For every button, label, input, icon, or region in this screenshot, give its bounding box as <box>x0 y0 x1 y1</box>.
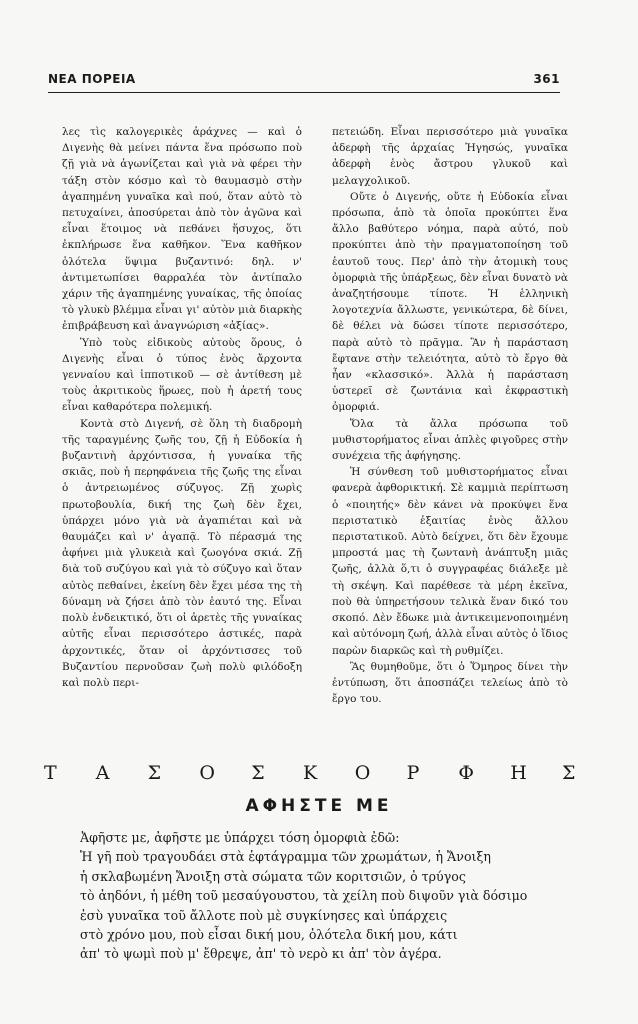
paragraph: Ὑπὸ τοὺς εἰδικοὺς αὐτοὺς ὅρους, ὁ Διγενὴς εἶναι ὁ τύπος ἑνὸς ἄρχοντα γενναίου καὶ ἱπποτικοῦ — σὲ ἀντίθεση μὲ τοὺς ἀκριτικοὺς ἥρωες, ποὺ ἡ ἀρετή τους εἶναι καθαρότερα πολεμική. <box>62 336 302 414</box>
poem-line: Ἀφῆστε με, ἀφῆστε με ὑπάρχει τόση ὀμορφιὰ ἐδῶ: <box>80 830 400 845</box>
author-letter: Φ <box>458 762 474 784</box>
poem-line: ἐσὺ γυναῖκα τοῦ ἄλλοτε ποὺ μὲ συγκίνησες καὶ ὑπάρχεις <box>80 907 448 923</box>
poem-author <box>44 762 574 784</box>
paragraph: λες τὶς καλογερικὲς ἀράχνες — καὶ ὁ Διγενὴς θὰ μείνει πάντα ἕνα πρόσωπο ποὺ ζῇ γιὰ νὰ ἀγωνίζεται καὶ γιὰ νὰ φέρει τὴν τάξη στὸν κόσμο καὶ τὸ θαυμασμὸ στὴν ἀγαπημένη γυναῖκα καὶ πού, ὅταν αὐτὸ τὸ πετυχαίνει, ἀποσύρεται ἀπὸ τὸν ἀγῶνα καὶ εἶναι ἕτοιμος νὰ πεθάνει ἥσυχος, ὅτι ἐκπλήρωσε ἕνα καθῆκον. Ἕνα καθῆκον ὁλότελα ὕψιμα βυζαντινό: δηλ. ν' ἀντιμετωπίσει θαρραλέα τὸν ἀντίπαλο χάριν τῆς ἀγαπημένης γυναίκας, τῆς ὁποίας τὸ γλυκὺ βλέμμα εἶναι γι' αὐτὸν μιὰ διαρκὴς ἐπιβράβευση καὶ ἀναγνώριση «ἀξίας». <box>62 126 302 333</box>
paragraph: Ἡ σύνθεση τοῦ μυθιστορήματος εἶναι φανερὰ ἀφθορικτική. Σὲ καμμιὰ περίπτωση ὁ «ποιητής» δὲν κάνει νὰ προκύψει ἕνα περιστατικὸ ἐξαιτίας ἑνὸς ἄλλου περιστατικοῦ. Αὐτὸ δείχνει, ὅτι δὲν ἔχουμε μπροστά μας τὴ ζωντανὴ ἀνάπτυξη μιᾶς ζωῆς, ἀλλὰ ὅ,τι ὁ συγγραφέας διάλεξε μὲ τὴ σκέψη. Καὶ παρέθεσε τὰ μέρη ἐκεῖνα, ποὺ θὰ ὑπηρετήσουν τελικὰ ἕναν δικό του σκοπό. Δὲν ἔδωκε μιὰ ἀντικειμενοποιημένη καὶ αὐτόνομη ζωή, ἀλλὰ εἶναι αὐτὸς ὁ ἴδιος παρὼν διαρκῶς καὶ τὴ ρυθμίζει. <box>332 466 568 657</box>
poem-line: στὸ χρόνο μου, ποὺ εἶσαι δική μου, ὁλότελα δική μου, κάτι <box>80 927 458 943</box>
poem-line: Ἡ γῆ ποὺ τραγουδάει στὰ ἑφτάγραμμα τῶν χρωμάτων, ἡ Ἄνοιξη <box>80 849 491 865</box>
poem-body <box>80 828 570 964</box>
journal-title: ΝΕΑ ΠΟΡΕΙΑ <box>48 72 136 86</box>
author-letter: Τ <box>44 762 57 784</box>
paragraph: Οὔτε ὁ Διγενής, οὔτε ἡ Εὐδοκία εἶναι πρόσωπα, ἀπὸ τὰ ὁποῖα προκύπτει ἕνα ἄλλο βαθύτερο νόημα, παρὰ αὐτό, ποὺ προκύπτει ἀπὸ τὴν πραγματοποίηση τοῦ ἑαυτοῦ τους. Περ' ἀπὸ τὴν ἀτομικὴ τους ὀμορφιὰ τῆς ὑπάρξεως, δὲν εἶναι δυνατὸ νὰ ἀναζητήσουμε τίποτε. Ἡ ἑλληνικὴ λογοτεχνία ἄλλωστε, γενικώτερα, δὲ δίνει, δὲ θέλει νὰ δώσει τίποτε περισσότερο, παρὰ αὐτὸ τὸ πρᾶγμα. Ἂν ἡ παράσταση ἔφτανε στὴν τελειότητα, αὐτὸ τὸ ἔργο θὰ ἦαν «κλασσικό». Ἀλλὰ ἡ παράσταση ὑστερεῖ σὲ ζωντάνια καὶ ἐκφραστικὴ ὀμορφιά. <box>332 190 568 414</box>
poem-line: ἡ σκλαβωμένη Ἄνοιξη στὰ σώματα τῶν κοριτσιῶν, ὁ τρύγος <box>80 868 466 884</box>
right-text-column <box>332 124 568 707</box>
author-letter: Α <box>95 762 110 784</box>
header-rule <box>48 92 560 93</box>
author-letter: Σ <box>251 762 265 784</box>
author-letter: Ο <box>354 762 371 784</box>
author-letter: Ο <box>199 762 215 784</box>
left-text-column <box>62 124 302 691</box>
poem-line: τὸ ἀηδόνι, ἡ μέθη τοῦ μεσαύγουστου, τὰ χείλη ποὺ διψοῦν γιὰ δόσιμο <box>80 888 528 904</box>
poem-title: ΑΦΗΣΤΕ ΜΕ <box>245 796 393 816</box>
paragraph: Κοντὰ στὸ Διγενή, σὲ ὅλη τὴ διαδρομὴ τῆς ταραγμένης ζωῆς του, ζῇ ἡ Εὐδοκία ἡ βυζαντινὴ ἀρχόντισσα, ἡ γυναίκα τῆς σκιᾶς, ποὺ ἡ περηφάνεια τῆς ζωῆς της εἶναι ὁ ἀντρειωμένος σύζυγος. Ζῇ χωρὶς πρωτοβουλία, δική της ζωὴ δὲν ἔχει, ὑπάρχει μόνο γιὰ νὰ ἀγαπιέται καὶ νὰ θαυμάζει καὶ ν' ἀγαπᾷ. Τὸ πέρασμά της ἀφήνει μιὰ γλυκειὰ καὶ ζωογόνα σκιά. Ζῇ διὰ τοῦ συζύγου καὶ γιὰ τὸ σύζυγο καὶ ὅταν αὐτὸς πεθαίνει, ἐκείνη δὲν ἔχει μέσα της τὴ δύναμη νὰ ζήσει ἀπὸ τὸν ἑαυτό της. Εἶναι πολὺ ἐνδεικτικό, ὅτι οἱ ἀρετὲς τῆς γυναίκας αὐτῆς εἶναι περισσότερο ἀστικές, παρὰ ἀρχοντικές, ὅταν οἱ ἀρχόντισσες τοῦ Βυζαντίου περνοῦσαν ζωὴ πολὺ φιλόδοξη καὶ πολὺ περι- <box>62 417 302 689</box>
author-letter: Κ <box>303 762 318 784</box>
paragraph: Ἂς θυμηθοῦμε, ὅτι ὁ Ὅμηρος δίνει τὴν ἐντύπωση, ὅτι ἀποσπάζει τελείως ἀπὸ τὸ ἔργο του. <box>332 660 568 706</box>
author-letter: Ρ <box>406 762 420 784</box>
page-number: 361 <box>533 72 560 86</box>
author-letter: Σ <box>147 762 162 784</box>
author-letter: Σ <box>562 762 576 784</box>
poem-line: ἀπ' τὸ ψωμὶ ποὺ μ' ἔθρεψε, ἀπ' τὸ νερὸ κι ἀπ' τὸν ἀγέρα. <box>80 946 442 962</box>
paragraph: πετειώδη. Εἶναι περισσότερο μιὰ γυναῖκα ἀδερφὴ τῆς ἀρχαίας Ἠγησώς, γυναῖκα ἀδερφὴ ἑνὸς ἄστρου γλυκοῦ καὶ μελαγχολικοῦ. <box>332 126 568 187</box>
author-letter: Η <box>510 762 527 784</box>
running-head <box>48 72 560 88</box>
paragraph: Ὅλα τὰ ἄλλα πρόσωπα τοῦ μυθιστορήματος εἶναι ἁπλὲς φιγοῦρες στὴν συνέχεια τῆς ἀφήγησης. <box>332 417 568 463</box>
